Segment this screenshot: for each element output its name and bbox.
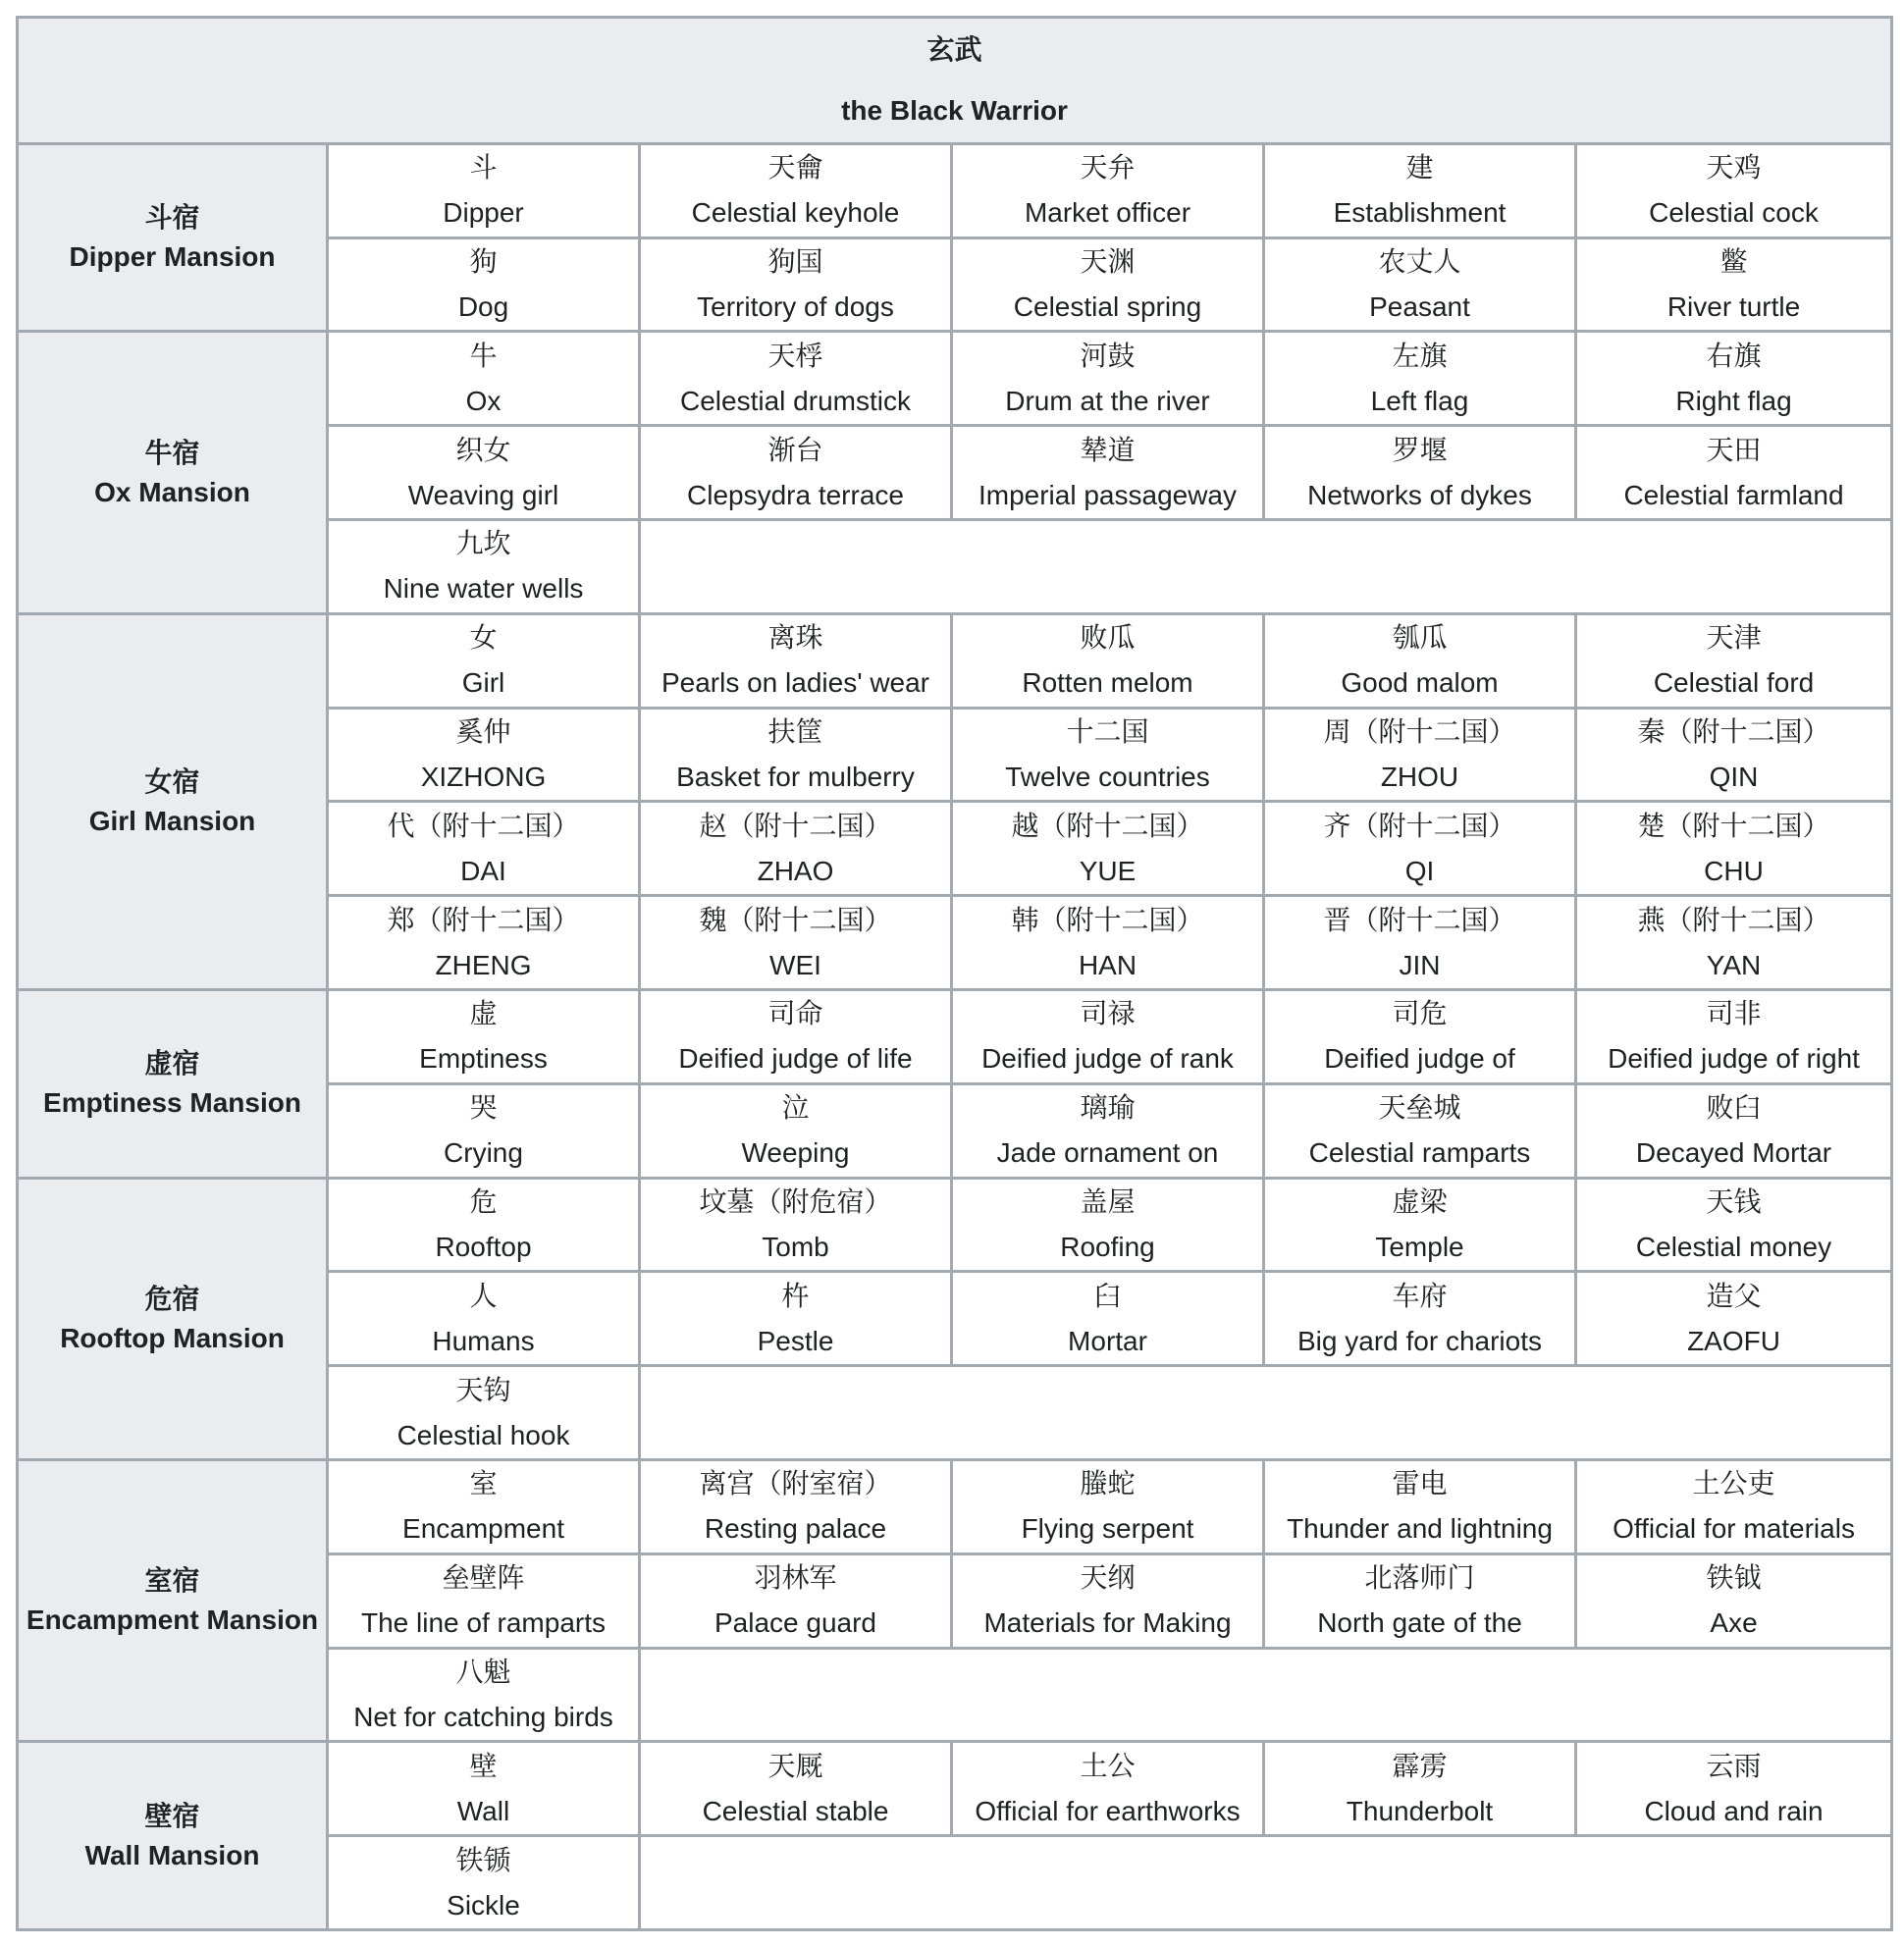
star-name-english: Official for earthworks (975, 1795, 1241, 1826)
empty-cell (640, 1648, 1892, 1742)
star-cell (1264, 1459, 1576, 1553)
title-chinese: 玄武 (926, 33, 982, 65)
star-name-chinese: 燕（附十二国） (1637, 903, 1830, 936)
star-cell (1264, 237, 1576, 332)
empty-cell (640, 1836, 1892, 1930)
star-cell (1576, 708, 1892, 802)
star-name-chinese: 天鸡 (1706, 151, 1762, 184)
star-cell (328, 1553, 640, 1648)
star-name-chinese: 天钩 (455, 1373, 511, 1406)
star-name-english: Wall (456, 1795, 510, 1826)
star-cell (1264, 613, 1576, 708)
star-name-chinese: 离珠 (767, 621, 823, 655)
star-name-chinese: 十二国 (1066, 714, 1149, 748)
star-name-chinese: 臼 (1093, 1279, 1122, 1312)
star-cell (1264, 708, 1576, 802)
star-name-english: QI (1404, 855, 1435, 886)
star-name-english: Roofing (1060, 1231, 1155, 1262)
star-cell (640, 896, 952, 990)
star-cell (952, 896, 1264, 990)
mansion-name-english: Dipper Mansion (69, 241, 276, 273)
star-name-english: Dog (457, 291, 509, 322)
table-row (18, 1178, 1892, 1272)
mansion-name-chinese: 斗宿 (144, 202, 200, 234)
star-cell (952, 989, 1264, 1083)
star-name-english: Left flag (1370, 385, 1469, 416)
star-name-chinese: 虚 (469, 997, 498, 1030)
star-name-chinese: 坟墓（附危宿） (699, 1184, 892, 1218)
star-cell (328, 1459, 640, 1553)
star-name-chinese: 鳖 (1719, 245, 1748, 278)
star-cell (952, 1178, 1264, 1272)
star-name-chinese: 天田 (1706, 433, 1762, 466)
star-name-chinese: 螣蛇 (1080, 1467, 1136, 1500)
table-row (18, 989, 1892, 1083)
star-name-english: Humans (432, 1325, 535, 1356)
star-cell (952, 1083, 1264, 1178)
star-cell (640, 989, 952, 1083)
star-name-english: Flying serpent (1021, 1513, 1194, 1545)
star-name-chinese: 建 (1405, 151, 1434, 184)
star-cell (328, 332, 640, 426)
star-name-english: Deified judge of life (678, 1043, 913, 1075)
star-name-chinese: 楚（附十二国） (1637, 809, 1830, 842)
star-name-chinese: 离宫（附室宿） (699, 1467, 892, 1500)
star-cell (328, 1178, 640, 1272)
star-name-english: Basket for mulberry (676, 761, 915, 792)
star-name-chinese: 织女 (455, 433, 511, 466)
star-name-english: Networks of dykes (1307, 479, 1532, 510)
star-name-chinese: 左旗 (1392, 339, 1448, 372)
star-name-english: Celestial ford (1653, 667, 1815, 699)
star-cell (640, 1553, 952, 1648)
mansion-name-chinese: 女宿 (144, 765, 200, 797)
star-name-english: Dipper (443, 197, 524, 229)
star-name-chinese: 天弁 (1080, 151, 1136, 184)
star-cell (640, 1083, 952, 1178)
black-warrior-table (16, 16, 1893, 1931)
star-cell (1264, 802, 1576, 896)
star-name-chinese: 狗国 (767, 245, 823, 278)
star-name-english: YAN (1706, 949, 1762, 980)
star-cell (640, 708, 952, 802)
star-name-chinese: 造父 (1706, 1279, 1762, 1312)
star-name-chinese: 天厩 (767, 1749, 823, 1782)
star-name-chinese: 代（附十二国） (387, 809, 580, 842)
star-name-english: Pearls on ladies' wear (661, 667, 930, 699)
star-name-chinese: 盖屋 (1080, 1184, 1136, 1218)
star-cell (328, 1836, 640, 1930)
star-name-chinese: 齐（附十二国） (1323, 809, 1516, 842)
star-name-english: North gate of the (1317, 1607, 1522, 1639)
star-name-english: XIZHONG (420, 761, 547, 792)
star-cell (952, 1459, 1264, 1553)
star-name-english: Peasant (1369, 291, 1470, 322)
title-english: the Black Warrior (841, 94, 1068, 126)
star-cell (952, 708, 1264, 802)
star-name-english: QIN (1709, 761, 1759, 792)
empty-cell (640, 520, 1892, 614)
star-name-english: The line of ramparts (361, 1607, 606, 1639)
star-name-english: DAI (460, 855, 506, 886)
star-name-chinese: 司危 (1392, 997, 1448, 1030)
star-cell (640, 426, 952, 520)
star-name-chinese: 羽林军 (754, 1561, 837, 1595)
star-name-english: Decayed Mortar (1635, 1137, 1832, 1169)
mansion-name-english: Girl Mansion (88, 805, 256, 836)
star-name-chinese: 九坎 (455, 527, 511, 560)
star-name-english: Territory of dogs (697, 291, 894, 322)
star-cell (328, 613, 640, 708)
star-cell (328, 1648, 640, 1742)
star-name-chinese: 人 (469, 1279, 498, 1312)
star-name-english: Market officer (1024, 197, 1191, 229)
star-cell (1576, 1272, 1892, 1366)
star-name-chinese: 败臼 (1706, 1091, 1762, 1125)
star-name-english: Right flag (1675, 385, 1792, 416)
star-cell (328, 802, 640, 896)
star-cell (1264, 896, 1576, 990)
star-name-chinese: 土公 (1080, 1749, 1136, 1782)
star-name-chinese: 铁锧 (455, 1843, 511, 1876)
star-cell (1576, 332, 1892, 426)
star-name-english: Celestial money (1635, 1231, 1832, 1262)
star-cell (328, 708, 640, 802)
star-name-english: ZAOFU (1687, 1325, 1780, 1356)
star-cell (328, 143, 640, 237)
star-cell (640, 613, 952, 708)
star-cell (952, 1553, 1264, 1648)
mansion-name-chinese: 危宿 (144, 1283, 200, 1314)
star-name-english: Jade ornament on (996, 1137, 1219, 1169)
star-name-chinese: 虚梁 (1392, 1184, 1448, 1218)
star-name-chinese: 天桴 (767, 339, 823, 372)
star-name-english: Nine water wells (383, 573, 584, 605)
star-cell (1264, 1553, 1576, 1648)
star-name-english: Drum at the river (1005, 385, 1210, 416)
star-cell (952, 1272, 1264, 1366)
star-cell (952, 332, 1264, 426)
star-cell (328, 520, 640, 614)
mansion-header (18, 332, 328, 613)
star-name-english: Net for catching birds (353, 1701, 613, 1732)
star-name-chinese: 霹雳 (1392, 1749, 1448, 1782)
star-name-chinese: 败瓜 (1080, 621, 1136, 655)
star-cell (1264, 1083, 1576, 1178)
star-name-chinese: 右旗 (1706, 339, 1762, 372)
star-cell (328, 896, 640, 990)
star-cell (1576, 1459, 1892, 1553)
star-cell (640, 1272, 952, 1366)
star-cell (1576, 989, 1892, 1083)
star-cell (1576, 143, 1892, 237)
star-name-chinese: 郑（附十二国） (387, 903, 580, 936)
star-name-english: Deified judge of rank (981, 1043, 1234, 1075)
star-name-english: Celestial hook (397, 1419, 570, 1450)
star-cell (1264, 332, 1576, 426)
table-row (18, 1742, 1892, 1836)
star-cell (1264, 143, 1576, 237)
star-name-english: Weaving girl (407, 479, 559, 510)
star-cell (328, 1083, 640, 1178)
star-cell (1576, 1083, 1892, 1178)
star-cell (952, 143, 1264, 237)
table-header-row (18, 18, 1892, 144)
star-name-english: Good malom (1341, 667, 1499, 699)
star-name-english: Celestial keyhole (691, 197, 900, 229)
star-name-english: Sickle (447, 1889, 520, 1921)
mansion-name-english: Ox Mansion (94, 476, 250, 507)
star-name-english: Celestial farmland (1623, 479, 1844, 510)
star-name-chinese: 璃瑜 (1080, 1091, 1136, 1125)
star-name-chinese: 室 (469, 1467, 498, 1500)
star-cell (640, 1178, 952, 1272)
mansion-name-english: Wall Mansion (84, 1839, 260, 1870)
star-name-english: River turtle (1666, 291, 1801, 322)
star-cell (640, 143, 952, 237)
star-cell (1576, 896, 1892, 990)
star-cell (1264, 1272, 1576, 1366)
table-row (18, 613, 1892, 708)
star-name-chinese: 牛 (469, 339, 498, 372)
star-name-chinese: 越（附十二国） (1011, 809, 1204, 842)
table-row (18, 1459, 1892, 1553)
mansion-header (18, 1459, 328, 1741)
star-cell (328, 989, 640, 1083)
empty-cell (640, 1366, 1892, 1460)
star-name-english: JIN (1399, 949, 1441, 980)
star-name-chinese: 杵 (781, 1279, 810, 1312)
star-name-english: Cloud and rain (1644, 1795, 1824, 1826)
star-name-chinese: 车府 (1392, 1279, 1448, 1312)
star-name-chinese: 农丈人 (1378, 245, 1461, 278)
star-name-chinese: 云雨 (1706, 1749, 1762, 1782)
star-name-chinese: 狗 (469, 245, 498, 278)
star-name-english: Imperial passageway (978, 479, 1238, 510)
star-name-chinese: 辇道 (1080, 433, 1136, 466)
star-name-chinese: 河鼓 (1080, 339, 1136, 372)
star-name-chinese: 扶筐 (767, 714, 823, 748)
star-cell (1576, 1742, 1892, 1836)
star-cell (328, 1272, 640, 1366)
star-name-english: Celestial cock (1649, 197, 1819, 229)
star-name-chinese: 魏（附十二国） (699, 903, 892, 936)
star-name-english: Pestle (757, 1325, 834, 1356)
star-name-chinese: 危 (469, 1184, 498, 1218)
star-name-english: ZHOU (1380, 761, 1459, 792)
star-name-english: Clepsydra terrace (687, 479, 904, 510)
star-name-english: Official for materials (1613, 1513, 1855, 1545)
star-cell (1264, 1178, 1576, 1272)
star-cell (952, 613, 1264, 708)
star-cell (328, 426, 640, 520)
star-name-chinese: 铁钺 (1706, 1561, 1762, 1595)
table-row (18, 332, 1892, 426)
star-name-english: Girl (461, 667, 505, 699)
star-name-english: Ox (465, 385, 502, 416)
star-name-english: Rotten melom (1022, 667, 1193, 699)
star-name-english: Encampment (402, 1513, 564, 1545)
star-name-english: Temple (1375, 1231, 1464, 1262)
star-name-chinese: 天龠 (767, 151, 823, 184)
star-cell (640, 237, 952, 332)
star-cell (328, 1366, 640, 1460)
star-name-english: HAN (1078, 949, 1137, 980)
star-name-english: Thunderbolt (1346, 1795, 1494, 1826)
star-name-english: Establishment (1333, 197, 1507, 229)
mansion-name-english: Rooftop Mansion (60, 1322, 285, 1353)
star-name-english: ZHAO (757, 855, 834, 886)
star-cell (640, 802, 952, 896)
star-name-chinese: 秦（附十二国） (1637, 714, 1830, 748)
star-cell (1264, 1742, 1576, 1836)
mansion-name-english: Encampment Mansion (26, 1605, 319, 1636)
mansion-name-english: Emptiness Mansion (43, 1087, 301, 1119)
mansion-header (18, 143, 328, 332)
star-name-english: Deified judge of right (1608, 1043, 1860, 1075)
star-name-english: Celestial stable (702, 1795, 889, 1826)
mansion-header (18, 989, 328, 1178)
star-name-english: Twelve countries (1005, 761, 1210, 792)
star-name-english: Axe (1710, 1607, 1758, 1639)
star-name-chinese: 壁 (469, 1749, 498, 1782)
star-name-chinese: 天渊 (1080, 245, 1136, 278)
star-name-chinese: 奚仲 (455, 714, 511, 748)
star-name-english: Rooftop (435, 1231, 532, 1262)
star-cell (328, 1742, 640, 1836)
star-cell (952, 1742, 1264, 1836)
star-name-chinese: 北落师门 (1364, 1561, 1475, 1595)
star-name-chinese: 天钱 (1706, 1184, 1762, 1218)
star-name-chinese: 晋（附十二国） (1323, 903, 1516, 936)
mansion-name-chinese: 虚宿 (144, 1048, 200, 1079)
star-name-chinese: 垒壁阵 (442, 1561, 525, 1595)
star-name-chinese: 司禄 (1080, 997, 1136, 1030)
star-name-english: Deified judge of (1324, 1043, 1515, 1075)
star-name-chinese: 司非 (1706, 997, 1762, 1030)
star-cell (1264, 989, 1576, 1083)
star-name-english: Materials for Making (983, 1607, 1232, 1639)
star-cell (1576, 1553, 1892, 1648)
star-cell (640, 1459, 952, 1553)
star-name-chinese: 雷电 (1392, 1467, 1448, 1500)
star-cell (1576, 613, 1892, 708)
star-cell (1576, 802, 1892, 896)
star-name-chinese: 泣 (781, 1091, 810, 1125)
star-name-chinese: 赵（附十二国） (699, 809, 892, 842)
star-cell (1576, 1178, 1892, 1272)
star-name-english: Mortar (1068, 1325, 1147, 1356)
star-name-english: Celestial drumstick (680, 385, 911, 416)
star-cell (952, 237, 1264, 332)
star-cell (952, 426, 1264, 520)
star-name-english: ZHENG (435, 949, 532, 980)
star-name-chinese: 八魁 (455, 1655, 511, 1688)
star-cell (1264, 426, 1576, 520)
star-name-chinese: 斗 (469, 151, 498, 184)
star-name-chinese: 罗堰 (1392, 433, 1448, 466)
star-cell (640, 1742, 952, 1836)
table-title (18, 18, 1892, 144)
star-name-chinese: 天垒城 (1378, 1091, 1461, 1125)
star-name-english: Big yard for chariots (1297, 1325, 1542, 1356)
star-name-english: Weeping (741, 1137, 850, 1169)
star-cell (640, 332, 952, 426)
mansion-header (18, 613, 328, 989)
star-name-english: Resting palace (704, 1513, 887, 1545)
table-row (18, 143, 1892, 237)
star-name-chinese: 土公吏 (1692, 1467, 1775, 1500)
star-cell (952, 802, 1264, 896)
star-name-english: Celestial ramparts (1308, 1137, 1531, 1169)
mansion-name-chinese: 壁宿 (144, 1800, 200, 1831)
mansion-header (18, 1742, 328, 1930)
star-name-chinese: 哭 (469, 1091, 498, 1125)
star-cell (328, 237, 640, 332)
star-name-english: Celestial spring (1013, 291, 1202, 322)
star-name-english: Crying (444, 1137, 523, 1169)
mansion-name-chinese: 牛宿 (144, 437, 200, 468)
star-name-chinese: 天津 (1706, 621, 1762, 655)
star-name-chinese: 女 (469, 621, 498, 655)
star-name-english: Palace guard (714, 1607, 876, 1639)
table-body (18, 18, 1892, 1930)
star-name-chinese: 瓠瓜 (1392, 621, 1448, 655)
star-name-english: Emptiness (419, 1043, 548, 1075)
star-name-english: YUE (1079, 855, 1137, 886)
star-name-chinese: 渐台 (767, 433, 823, 466)
mansion-header (18, 1178, 328, 1459)
star-name-chinese: 韩（附十二国） (1011, 903, 1204, 936)
star-cell (1576, 237, 1892, 332)
star-name-chinese: 天纲 (1080, 1561, 1136, 1595)
star-name-english: CHU (1704, 855, 1764, 886)
mansion-name-chinese: 室宿 (144, 1565, 200, 1597)
star-name-english: WEI (769, 949, 821, 980)
star-name-chinese: 司命 (767, 997, 823, 1030)
star-cell (1576, 426, 1892, 520)
star-name-english: Tomb (762, 1231, 829, 1262)
star-name-english: Thunder and lightning (1287, 1513, 1553, 1545)
star-name-chinese: 周（附十二国） (1323, 714, 1516, 748)
